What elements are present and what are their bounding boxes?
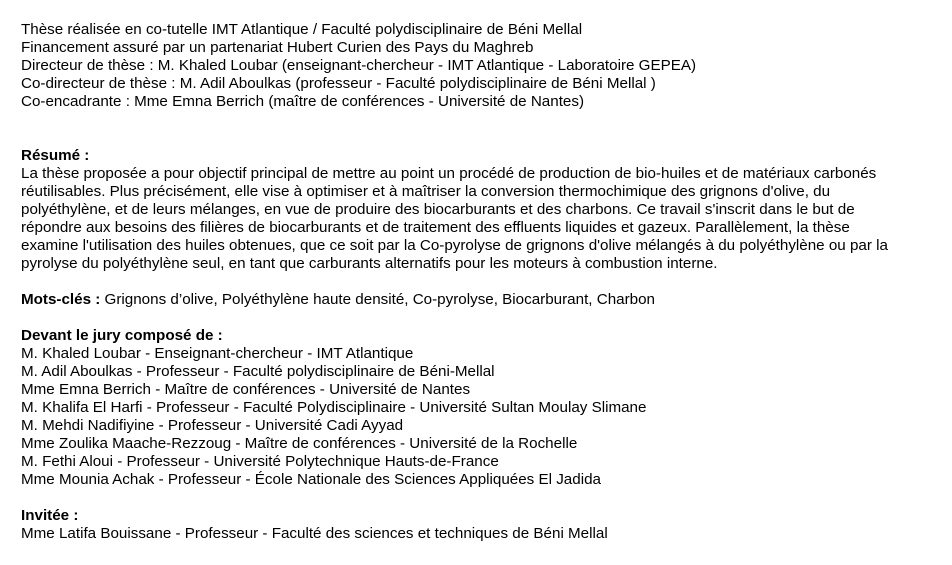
header-line: Financement assuré par un partenariat Hubert Curien des Pays du Maghreb [21,39,534,56]
resume-line: examine l'utilisation des huiles obtenues, que ce soit par la Co-pyrolyse de grignons d'olive mélangés à du polyéthylène ou par la [21,237,888,254]
header-line: Thèse réalisée en co-tutelle IMT Atlantique / Faculté polydisciplinaire de Béni Mellal [21,21,583,38]
resume-line: répondre aux besoins des filières de biocarburants et de traitement des effluents liquides et gazeux. Parallèlement, la thèse [21,219,850,236]
jury-heading: Devant le jury composé de : [21,327,223,344]
header-block [21,21,938,111]
jury-member: M. Khalifa El Harfi - Professeur - Faculté Polydisciplinaire - Université Sultan Moulay Slimane [21,399,647,416]
jury-member: Mme Mounia Achak - Professeur - École Nationale des Sciences Appliquées El Jadida [21,471,601,488]
invitee-text: Mme Latifa Bouissane - Professeur - Faculté des sciences et techniques de Béni Mellal [21,525,608,542]
keywords-section [21,291,938,309]
resume-line: La thèse proposée a pour objectif principal de mettre au point un procédé de production de bio-huiles et de matériaux carbonés [21,165,877,182]
keywords-text: Grignons d’olive, Polyéthylène haute densité, Co-pyrolyse, Biocarburant, Charbon [100,291,655,308]
resume-line: polyéthylène, et de leurs mélanges, en vue de produire des biocarburants et des charbons. Ce travail s'inscrit dans le but de [21,201,855,218]
jury-member: Mme Zoulika Maache-Rezzoug - Maître de conférences - Université de la Rochelle [21,435,578,452]
jury-section [21,327,938,489]
header-line: Co-directeur de thèse : M. Adil Aboulkas (professeur - Faculté polydisciplinaire de Béni Mellal ) [21,75,656,92]
header-line: Directeur de thèse : M. Khaled Loubar (enseignant-chercheur - IMT Atlantique - Laboratoire GEPEA) [21,57,697,74]
resume-section [21,147,938,273]
jury-member: Mme Emna Berrich - Maître de conférences - Université de Nantes [21,381,471,398]
resume-line: réutilisables. Plus précisément, elle vise à optimiser et à maîtriser la conversion thermochimique des grignons d'olive, du [21,183,831,200]
resume-heading: Résumé : [21,147,90,164]
invitee-heading: Invitée : [21,507,79,524]
resume-line: pyrolyse du polyéthylène seul, en tant que carburants alternatifs pour les moteurs à combustion interne. [21,255,718,272]
header-line: Co-encadrante : Mme Emna Berrich (maître de conférences - Université de Nantes) [21,93,585,110]
jury-member: M. Mehdi Nadifiyine - Professeur - Université Cadi Ayyad [21,417,404,434]
keywords-heading: Mots-clés : [21,291,101,308]
jury-member: M. Adil Aboulkas - Professeur - Faculté polydisciplinaire de Béni-Mellal [21,363,495,380]
invitee-section [21,507,938,543]
jury-member: M. Fethi Aloui - Professeur - Université Polytechnique Hauts-de-France [21,453,499,470]
jury-member: M. Khaled Loubar - Enseignant-chercheur - IMT Atlantique [21,345,414,362]
